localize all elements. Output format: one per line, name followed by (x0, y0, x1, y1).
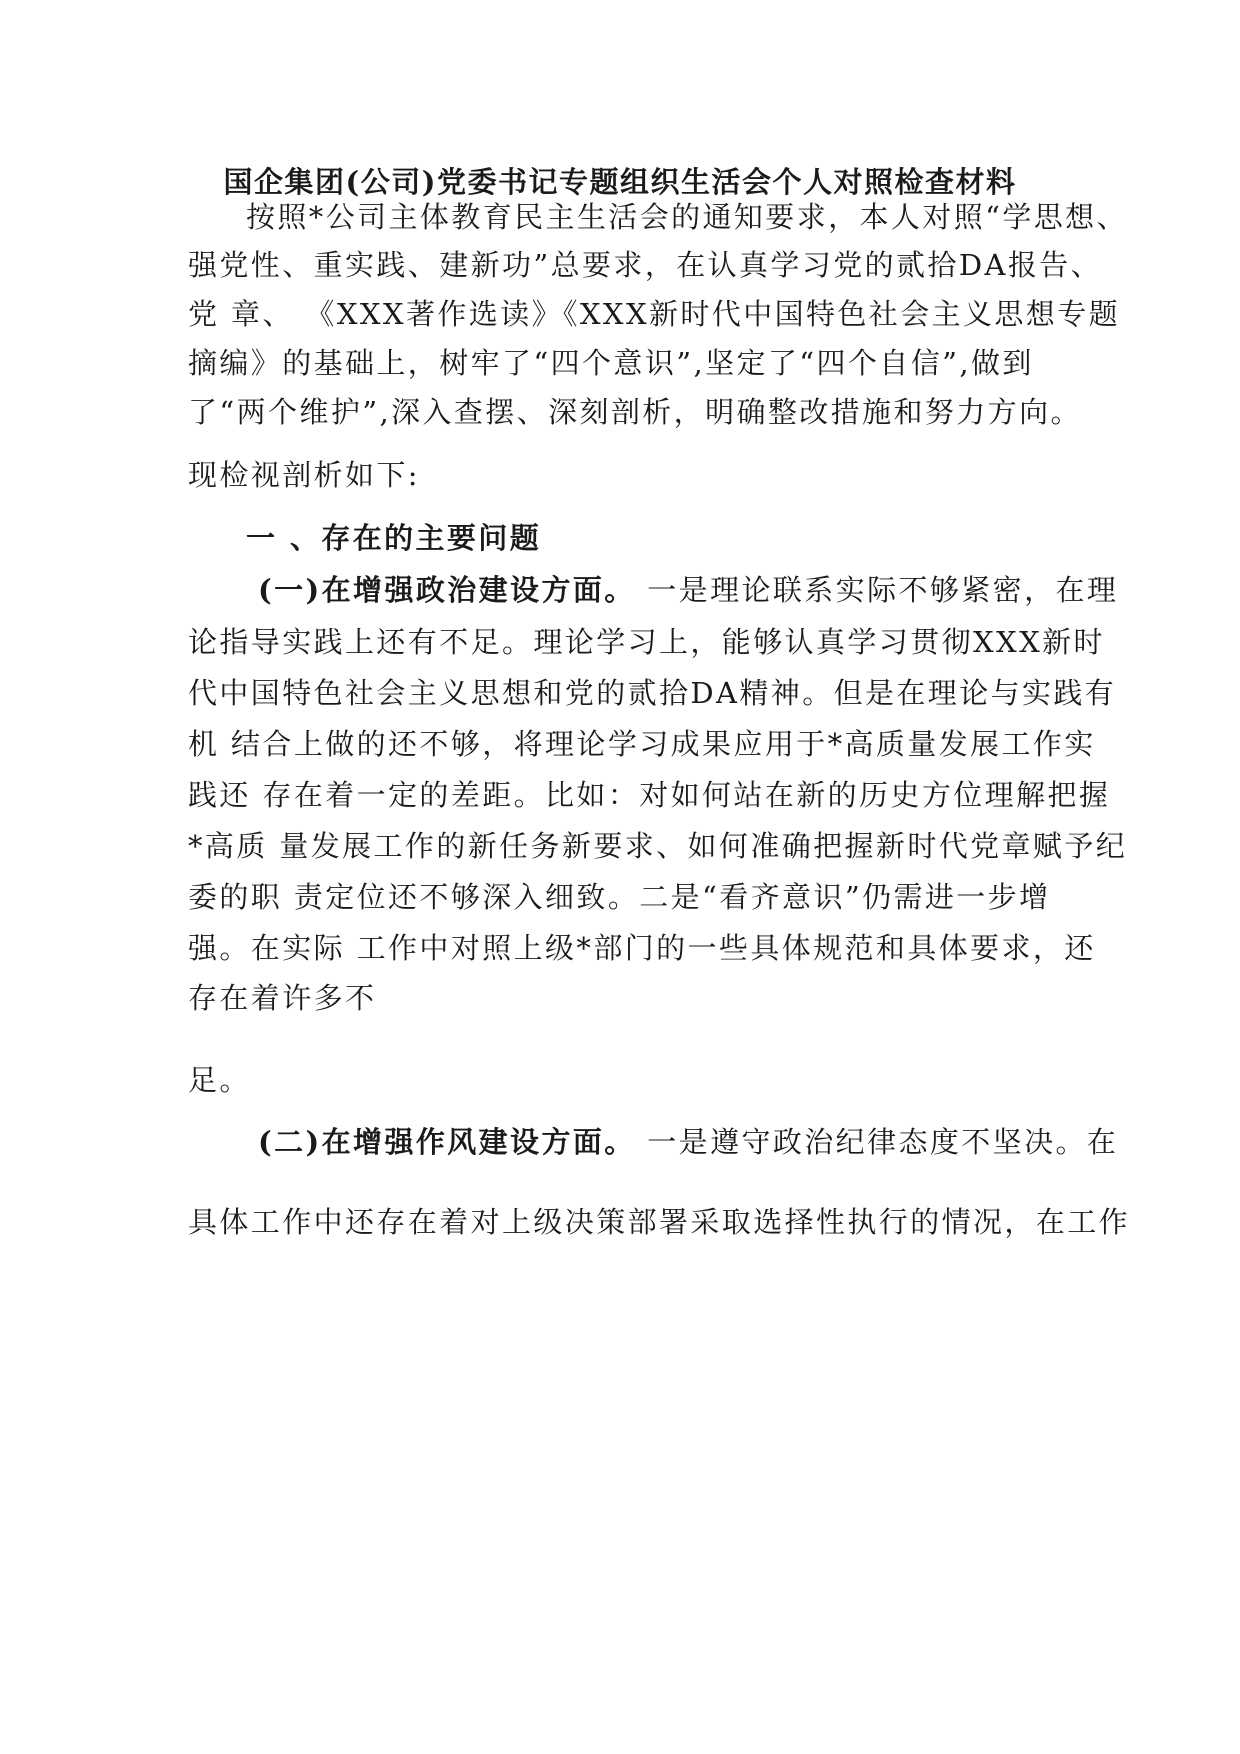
subsection-2-line-2: 具体工作中还存在着对上级决策部署采取选择性执行的情况，在工作 (188, 1205, 1131, 1239)
subsection-1-line-3: 代中国特色社会主义思想和党的贰拾DA精神。但是在理论与实践有 (188, 676, 1117, 710)
subsection-1-line-5: 践还 存在着一定的差距。比如：对如何站在新的历史方位理解把握 (188, 778, 1111, 812)
intro-line-5: 了“两个维护”,深入查摆、深刻剖析，明确整改措施和努力方向。 (188, 395, 1082, 429)
subsection-2-label: (二)在增强作风建设方面。 (258, 1125, 636, 1159)
subsection-1-first-line (258, 570, 1118, 610)
subsection-1-line-4: 机 结合上做的还不够，将理论学习成果应用于*高质量发展工作实 (188, 727, 1096, 761)
intro-line-3: 党 章、 《XXX著作选读》《XXX新时代中国特色社会主义思想专题 (188, 297, 1121, 331)
subsection-1-line-7: 委的职 责定位还不够深入细致。二是“看齐意识”仍需进一步增 (188, 880, 1051, 914)
subsection-1-line-6: *高质 量发展工作的新任务新要求、如何准确把握新时代党章赋予纪 (188, 829, 1128, 863)
document-title: 国企集团(公司)党委书记专题组织生活会个人对照检查材料 (223, 165, 1017, 199)
subsection-1-line-8: 强。在实际 工作中对照上级*部门的一些具体规范和具体要求，还 (188, 931, 1096, 965)
intro-line-1: 按照*公司主体教育民主生活会的通知要求，本人对照“学思想、 (246, 200, 1128, 234)
subsection-1-label: (一)在增强政治建设方面。 (258, 573, 636, 607)
subsection-1-line-2: 论指导实践上还有不足。理论学习上，能够认真学习贯彻XXX新时 (188, 625, 1105, 659)
intro-line-6: 现检视剖析如下: (188, 458, 420, 492)
subsection-1-line-10: 足。 (188, 1063, 251, 1097)
intro-line-2: 强党性、重实践、建新功”总要求，在认真学习党的贰拾DA报告、 (188, 248, 1103, 282)
subsection-1-line-9: 存在着许多不 (188, 981, 377, 1015)
section-heading-problems: 一 、存在的主要问题 (246, 521, 542, 555)
subsection-2-lead: 一是遵守政治纪律态度不坚决。在 (635, 1125, 1119, 1159)
subsection-1-lead: 一是理论联系实际不够紧密，在理 (635, 573, 1119, 607)
intro-line-4: 摘编》的基础上，树牢了“四个意识”,坚定了“四个自信”,做到 (188, 346, 1034, 380)
subsection-2-first-line (258, 1122, 1118, 1162)
